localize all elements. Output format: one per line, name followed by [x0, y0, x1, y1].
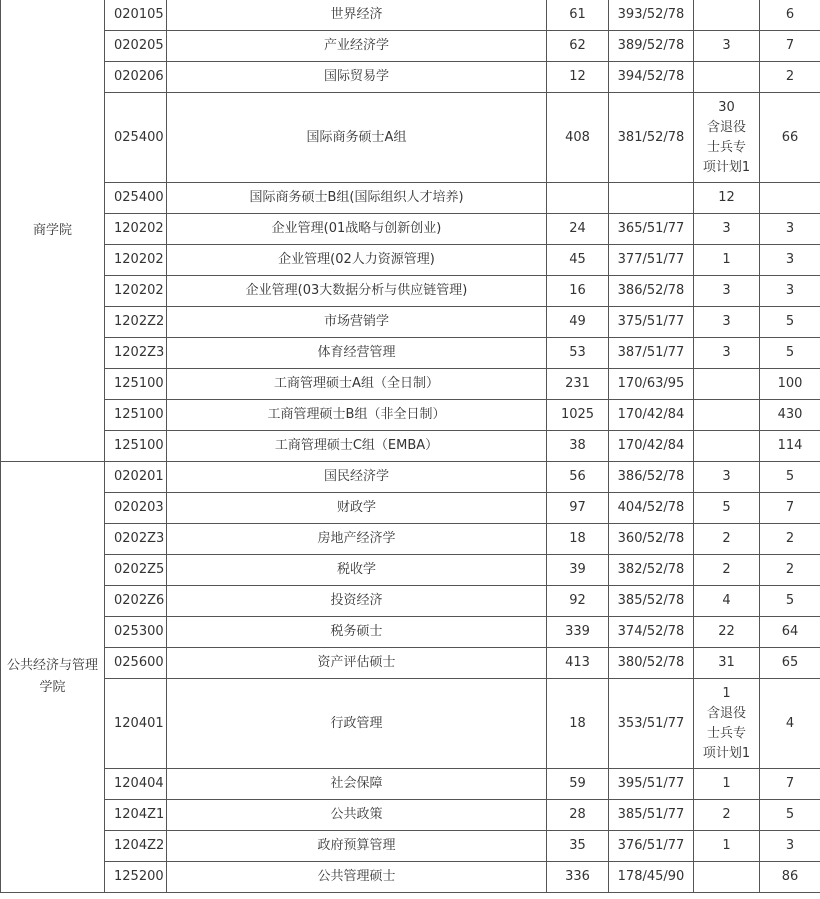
- score-line-cell: 375/51/77: [609, 307, 694, 338]
- major-name-cell: 国际贸易学: [167, 62, 547, 93]
- score-line-cell: 365/51/77: [609, 214, 694, 245]
- applicants-cell: 45: [547, 245, 609, 276]
- plan-cell: 22: [694, 617, 760, 648]
- admitted-cell: 3: [760, 214, 820, 245]
- plan-cell: [694, 0, 760, 31]
- major-code-cell: 120401: [105, 679, 167, 769]
- admitted-cell: 7: [760, 493, 820, 524]
- major-code-cell: 0202Z5: [105, 555, 167, 586]
- major-name-cell: 企业管理(03大数据分析与供应链管理): [167, 276, 547, 307]
- plan-cell: 1: [694, 245, 760, 276]
- major-name-cell: 行政管理: [167, 679, 547, 769]
- major-name-cell: 税收学: [167, 555, 547, 586]
- admitted-cell: 5: [760, 462, 820, 493]
- applicants-cell: 97: [547, 493, 609, 524]
- plan-cell: [694, 400, 760, 431]
- applicants-cell: 12: [547, 62, 609, 93]
- major-name-cell: 体育经营管理: [167, 338, 547, 369]
- major-name-cell: 国际商务硕士A组: [167, 93, 547, 183]
- applicants-cell: 53: [547, 338, 609, 369]
- major-name-cell: 资产评估硕士: [167, 648, 547, 679]
- plan-cell: [694, 862, 760, 893]
- major-code-cell: 125200: [105, 862, 167, 893]
- applicants-cell: 38: [547, 431, 609, 462]
- applicants-cell: 18: [547, 679, 609, 769]
- plan-cell: [694, 62, 760, 93]
- applicants-cell: 61: [547, 0, 609, 31]
- major-name-cell: 公共政策: [167, 800, 547, 831]
- table-row: [1, 338, 820, 369]
- score-line-cell: 170/42/84: [609, 400, 694, 431]
- major-name-cell: 工商管理硕士A组（全日制）: [167, 369, 547, 400]
- table-row: [1, 524, 820, 555]
- major-name-cell: 产业经济学: [167, 31, 547, 62]
- admitted-cell: 6: [760, 0, 820, 31]
- major-name-cell: 企业管理(01战略与创新创业): [167, 214, 547, 245]
- major-name-cell: 市场营销学: [167, 307, 547, 338]
- score-line-cell: 360/52/78: [609, 524, 694, 555]
- score-line-cell: 382/52/78: [609, 555, 694, 586]
- major-code-cell: 125100: [105, 431, 167, 462]
- table-row: [1, 862, 820, 893]
- major-code-cell: 0202Z3: [105, 524, 167, 555]
- score-line-cell: 381/52/78: [609, 93, 694, 183]
- major-code-cell: 020203: [105, 493, 167, 524]
- major-name-cell: 房地产经济学: [167, 524, 547, 555]
- table-row: [1, 0, 820, 31]
- applicants-cell: 16: [547, 276, 609, 307]
- applicants-cell: 24: [547, 214, 609, 245]
- plan-cell: 4: [694, 586, 760, 617]
- admitted-cell: 3: [760, 276, 820, 307]
- table-row: [1, 93, 820, 183]
- score-line-cell: 170/42/84: [609, 431, 694, 462]
- admitted-cell: 114: [760, 431, 820, 462]
- applicants-cell: 18: [547, 524, 609, 555]
- plan-cell: 3: [694, 214, 760, 245]
- plan-cell: 5: [694, 493, 760, 524]
- score-line-cell: 353/51/77: [609, 679, 694, 769]
- score-line-cell: 385/51/77: [609, 800, 694, 831]
- admitted-cell: 5: [760, 307, 820, 338]
- major-name-cell: 公共管理硕士: [167, 862, 547, 893]
- admitted-cell: 7: [760, 31, 820, 62]
- admitted-cell: 64: [760, 617, 820, 648]
- plan-cell: 12: [694, 183, 760, 214]
- plan-cell: 3: [694, 462, 760, 493]
- applicants-cell: 28: [547, 800, 609, 831]
- major-code-cell: 025300: [105, 617, 167, 648]
- admitted-cell: 2: [760, 62, 820, 93]
- score-line-cell: 374/52/78: [609, 617, 694, 648]
- table-row: [1, 800, 820, 831]
- major-name-cell: 企业管理(02人力资源管理): [167, 245, 547, 276]
- table-row: [1, 183, 820, 214]
- table-body: [1, 0, 820, 893]
- applicants-cell: 56: [547, 462, 609, 493]
- score-line-cell: 385/52/78: [609, 586, 694, 617]
- admitted-cell: 100: [760, 369, 820, 400]
- plan-cell: [694, 431, 760, 462]
- score-line-cell: 387/51/77: [609, 338, 694, 369]
- major-code-cell: 120202: [105, 214, 167, 245]
- table-row: [1, 769, 820, 800]
- admitted-cell: 4: [760, 679, 820, 769]
- applicants-cell: 39: [547, 555, 609, 586]
- plan-cell: 3: [694, 338, 760, 369]
- major-code-cell: 1204Z1: [105, 800, 167, 831]
- plan-cell: 31: [694, 648, 760, 679]
- admitted-cell: 5: [760, 338, 820, 369]
- admitted-cell: 86: [760, 862, 820, 893]
- admitted-cell: 7: [760, 769, 820, 800]
- major-name-cell: 工商管理硕士C组（EMBA）: [167, 431, 547, 462]
- admitted-cell: 3: [760, 831, 820, 862]
- major-name-cell: 国际商务硕士B组(国际组织人才培养): [167, 183, 547, 214]
- major-code-cell: 1202Z2: [105, 307, 167, 338]
- major-code-cell: 0202Z6: [105, 586, 167, 617]
- plan-cell: 3: [694, 31, 760, 62]
- admitted-cell: 66: [760, 93, 820, 183]
- admitted-cell: 5: [760, 586, 820, 617]
- admitted-cell: 430: [760, 400, 820, 431]
- score-line-cell: 380/52/78: [609, 648, 694, 679]
- major-code-cell: 120202: [105, 276, 167, 307]
- applicants-cell: 62: [547, 31, 609, 62]
- table-row: [1, 493, 820, 524]
- admitted-cell: 2: [760, 524, 820, 555]
- admitted-cell: [760, 183, 820, 214]
- applicants-cell: 413: [547, 648, 609, 679]
- score-line-cell: 394/52/78: [609, 62, 694, 93]
- school-name-cell: 商学院: [1, 0, 105, 462]
- major-code-cell: 025600: [105, 648, 167, 679]
- admitted-cell: 5: [760, 800, 820, 831]
- table-row: [1, 400, 820, 431]
- major-name-cell: 工商管理硕士B组（非全日制）: [167, 400, 547, 431]
- plan-cell: 3: [694, 276, 760, 307]
- applicants-cell: 231: [547, 369, 609, 400]
- table-row: [1, 831, 820, 862]
- applicants-cell: 336: [547, 862, 609, 893]
- plan-cell: [694, 369, 760, 400]
- major-code-cell: 020205: [105, 31, 167, 62]
- plan-cell: 1: [694, 831, 760, 862]
- plan-cell: 2: [694, 524, 760, 555]
- score-line-cell: 404/52/78: [609, 493, 694, 524]
- table-row: [1, 586, 820, 617]
- table-row: [1, 62, 820, 93]
- table-row: [1, 648, 820, 679]
- plan-cell: 1: [694, 769, 760, 800]
- major-code-cell: 020105: [105, 0, 167, 31]
- table-row: [1, 214, 820, 245]
- applicants-cell: 92: [547, 586, 609, 617]
- score-line-cell: 178/45/90: [609, 862, 694, 893]
- table-row: [1, 555, 820, 586]
- major-code-cell: 020206: [105, 62, 167, 93]
- major-name-cell: 税务硕士: [167, 617, 547, 648]
- major-code-cell: 1202Z3: [105, 338, 167, 369]
- score-line-cell: 393/52/78: [609, 0, 694, 31]
- major-code-cell: 020201: [105, 462, 167, 493]
- score-line-cell: 386/52/78: [609, 276, 694, 307]
- school-name-cell: 公共经济与管理学院: [1, 462, 105, 893]
- major-code-cell: 025400: [105, 183, 167, 214]
- applicants-cell: 49: [547, 307, 609, 338]
- table-row: [1, 431, 820, 462]
- major-name-cell: 社会保障: [167, 769, 547, 800]
- plan-cell: 3: [694, 307, 760, 338]
- score-line-cell: [609, 183, 694, 214]
- plan-cell: 30 含退役 士兵专 项计划1: [694, 93, 760, 183]
- major-code-cell: 120202: [105, 245, 167, 276]
- score-line-cell: 170/63/95: [609, 369, 694, 400]
- score-line-cell: 386/52/78: [609, 462, 694, 493]
- plan-cell: 2: [694, 555, 760, 586]
- table-row: [1, 245, 820, 276]
- score-line-cell: 377/51/77: [609, 245, 694, 276]
- score-line-cell: 395/51/77: [609, 769, 694, 800]
- table-row: [1, 276, 820, 307]
- major-code-cell: 025400: [105, 93, 167, 183]
- major-code-cell: 1204Z2: [105, 831, 167, 862]
- admitted-cell: 2: [760, 555, 820, 586]
- major-name-cell: 政府预算管理: [167, 831, 547, 862]
- major-code-cell: 125100: [105, 400, 167, 431]
- table-row: [1, 617, 820, 648]
- admitted-cell: 3: [760, 245, 820, 276]
- applicants-cell: 408: [547, 93, 609, 183]
- applicants-cell: 1025: [547, 400, 609, 431]
- table-row: [1, 462, 820, 493]
- major-name-cell: 财政学: [167, 493, 547, 524]
- admitted-cell: 65: [760, 648, 820, 679]
- applicants-cell: 59: [547, 769, 609, 800]
- major-code-cell: 120404: [105, 769, 167, 800]
- plan-cell: 2: [694, 800, 760, 831]
- table-row: [1, 307, 820, 338]
- table-row: [1, 31, 820, 62]
- applicants-cell: 35: [547, 831, 609, 862]
- plan-cell: 1 含退役 士兵专 项计划1: [694, 679, 760, 769]
- major-name-cell: 世界经济: [167, 0, 547, 31]
- score-line-cell: 389/52/78: [609, 31, 694, 62]
- table-row: [1, 369, 820, 400]
- table-row: [1, 679, 820, 769]
- major-name-cell: 国民经济学: [167, 462, 547, 493]
- major-code-cell: 125100: [105, 369, 167, 400]
- major-name-cell: 投资经济: [167, 586, 547, 617]
- applicants-cell: [547, 183, 609, 214]
- score-line-cell: 376/51/77: [609, 831, 694, 862]
- applicants-cell: 339: [547, 617, 609, 648]
